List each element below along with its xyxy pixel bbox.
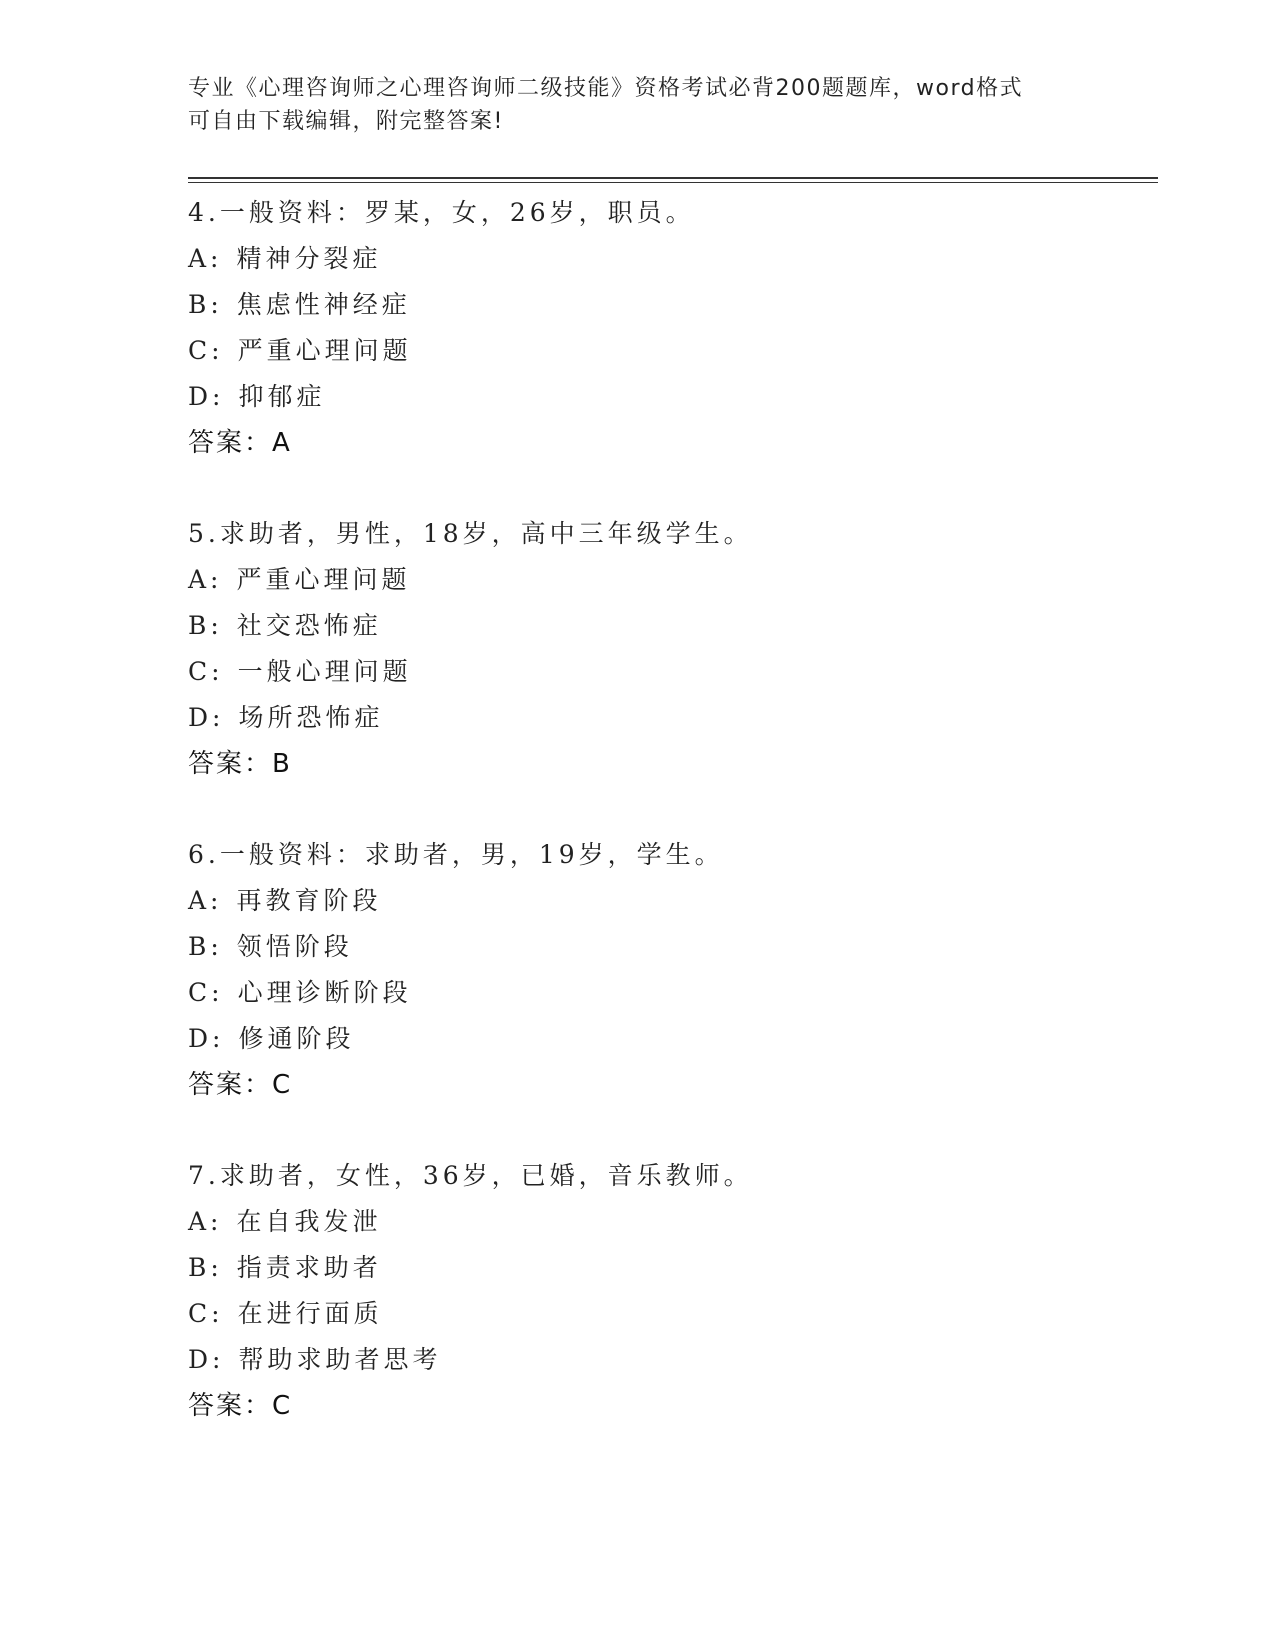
- option-letter: C:: [188, 657, 224, 686]
- option-a: [188, 236, 1158, 282]
- option-letter: B:: [188, 290, 223, 319]
- option-letter: B:: [188, 932, 223, 961]
- option-letter: A:: [188, 886, 223, 915]
- option-letter: C:: [188, 336, 224, 365]
- question-list: [188, 190, 1158, 1474]
- option-c: [188, 328, 1158, 374]
- option-letter: D:: [188, 1345, 225, 1374]
- option-text: 严重心理问题: [236, 565, 411, 594]
- option-text: 在自我发泄: [236, 1207, 382, 1236]
- header-line-2: 可自由下载编辑，附完整答案!: [188, 109, 504, 134]
- option-d: [188, 1337, 1158, 1383]
- question-item: [188, 190, 1158, 466]
- question-item: [188, 832, 1158, 1108]
- option-d: [188, 374, 1158, 420]
- option-text: 帮助求助者思考: [238, 1345, 442, 1374]
- option-d: [188, 695, 1158, 741]
- option-text: 严重心理问题: [237, 336, 412, 365]
- option-letter: C:: [188, 1299, 224, 1328]
- option-text: 指责求助者: [236, 1253, 382, 1282]
- header-divider-thin: [188, 182, 1158, 183]
- question-item: [188, 511, 1158, 787]
- option-b: [188, 924, 1158, 970]
- question-stem: 7.求助者，女性，36岁，已婚，音乐教师。: [188, 1161, 753, 1190]
- option-letter: D:: [188, 382, 225, 411]
- option-letter: B:: [188, 611, 223, 640]
- option-text: 再教育阶段: [236, 886, 382, 915]
- header-line-1: 专业《心理咨询师之心理咨询师二级技能》资格考试必背200题题库，word格式: [188, 76, 1024, 101]
- document-header: [188, 72, 1068, 138]
- option-b: [188, 282, 1158, 328]
- option-text: 一般心理问题: [237, 657, 412, 686]
- option-letter: B:: [188, 1253, 223, 1282]
- option-text: 在进行面质: [237, 1299, 383, 1328]
- option-text: 抑郁症: [238, 382, 326, 411]
- option-letter: A:: [188, 565, 223, 594]
- option-a: [188, 1199, 1158, 1245]
- option-c: [188, 970, 1158, 1016]
- option-c: [188, 1291, 1158, 1337]
- option-text: 焦虑性神经症: [236, 290, 411, 319]
- option-letter: D:: [188, 1024, 225, 1053]
- option-text: 领悟阶段: [236, 932, 353, 961]
- option-text: 修通阶段: [238, 1024, 355, 1053]
- answer-text: 答案：C: [188, 1391, 293, 1421]
- option-letter: A:: [188, 1207, 223, 1236]
- option-letter: D:: [188, 703, 225, 732]
- option-letter: A:: [188, 244, 223, 273]
- question-item: [188, 1153, 1158, 1429]
- answer-text: 答案：B: [188, 749, 292, 779]
- option-text: 精神分裂症: [236, 244, 382, 273]
- option-b: [188, 1245, 1158, 1291]
- answer-text: 答案：C: [188, 1070, 293, 1100]
- option-c: [188, 649, 1158, 695]
- option-b: [188, 603, 1158, 649]
- option-letter: C:: [188, 978, 224, 1007]
- option-text: 心理诊断阶段: [237, 978, 412, 1007]
- answer-text: 答案：A: [188, 428, 292, 458]
- option-d: [188, 1016, 1158, 1062]
- question-stem: 4.一般资料：罗某，女，26岁，职员。: [188, 198, 695, 227]
- question-stem: 6.一般资料：求助者，男，19岁，学生。: [188, 840, 724, 869]
- header-divider-thick: [188, 177, 1158, 179]
- option-a: [188, 557, 1158, 603]
- option-a: [188, 878, 1158, 924]
- option-text: 社交恐怖症: [236, 611, 382, 640]
- question-stem: 5.求助者，男性，18岁，高中三年级学生。: [188, 519, 753, 548]
- option-text: 场所恐怖症: [238, 703, 384, 732]
